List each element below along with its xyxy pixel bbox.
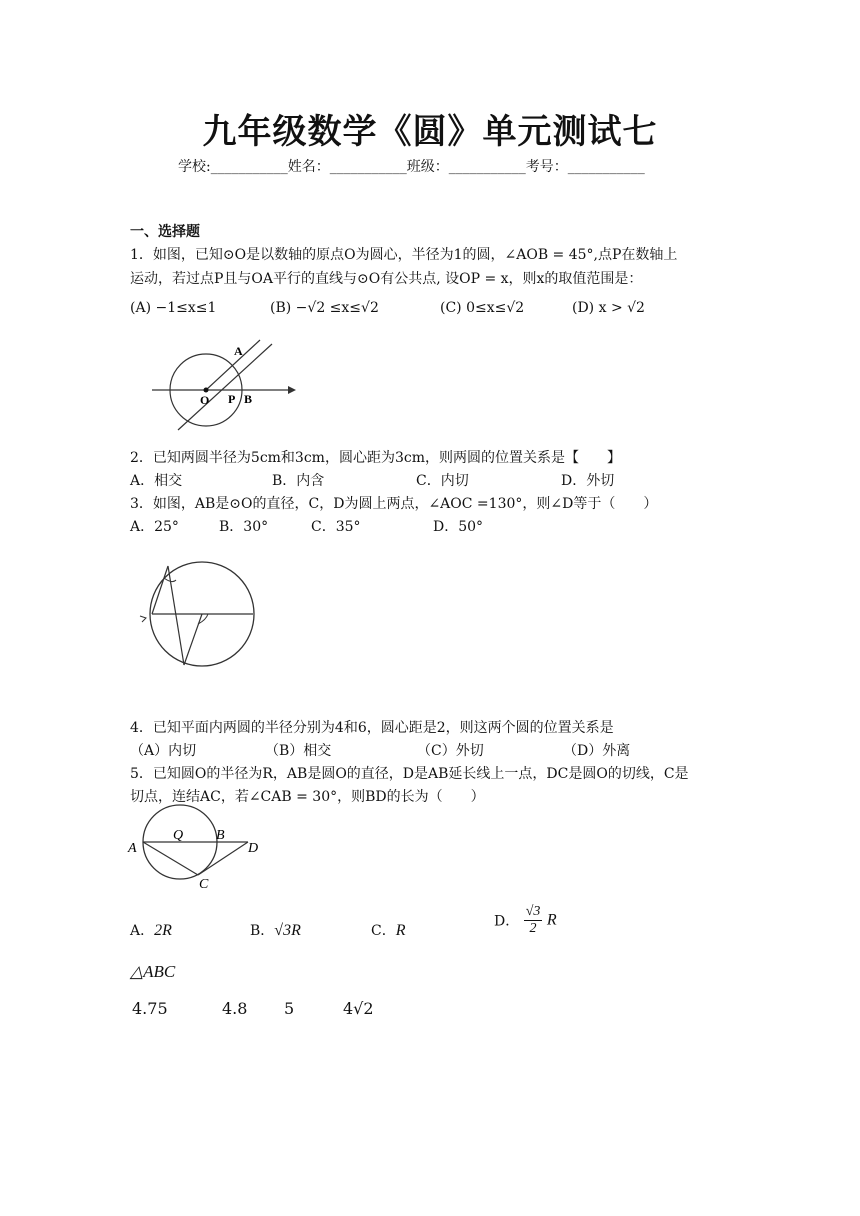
stray-triangle: △ABC: [130, 962, 176, 981]
q1-label-a: A: [234, 344, 243, 358]
q5-label-a: A: [128, 841, 137, 856]
q5-option-d-letter: D．: [494, 913, 520, 930]
stray-value-4: 4√2: [343, 999, 374, 1018]
q5-label-q: Q: [173, 828, 184, 843]
q2-option-a: A．相交: [130, 473, 183, 489]
q1-option-c: (C) 0≤x≤√2: [440, 300, 525, 316]
q5-option-d-numerator: √3: [525, 904, 541, 919]
q5-option-d-r: R: [546, 911, 557, 929]
q1-label-b: B: [244, 392, 253, 406]
q4-option-b: （B）相交: [265, 743, 332, 759]
q1-stem-line1: 1．如图，已知⊙O是以数轴的原点O为圆心，半径为1的圆，∠AOB = 45°,点P在数轴上: [130, 247, 678, 263]
stray-value-3: 5: [284, 999, 295, 1018]
q1-label-o: O: [200, 393, 210, 407]
q4-option-a: （A）内切: [130, 743, 197, 759]
q5-stem-line1: 5．已知圆O的半径为R，AB是圆O的直径，D是AB延长线上一点，DC是圆O的切线，C是: [130, 766, 689, 782]
q5-option-a: [130, 920, 172, 940]
stray-value-1: 4.75: [132, 999, 168, 1018]
q2-option-c: C．内切: [416, 473, 469, 489]
q4-option-c: （C）外切: [417, 743, 484, 759]
q5-label-c: C: [199, 877, 209, 892]
q5-option-a-letter: A．: [130, 923, 155, 939]
q3-option-c: C．35°: [311, 519, 361, 535]
q5-option-d-fraction: [524, 904, 543, 937]
q1-option-d: (D) x > √2: [572, 300, 645, 316]
q2-option-d: D．外切: [561, 473, 615, 489]
q1-stem-line2: 运动，若过点P且与OA平行的直线与⊙O有公共点, 设OP = x，则x的取值范围是：: [130, 271, 643, 287]
q2-option-b: B．内含: [272, 473, 325, 489]
student-info-line: 学校:___________姓名：___________班级：___________考号：___________: [178, 159, 645, 175]
q5-option-c: [371, 920, 406, 940]
q5-label-b: B: [216, 828, 225, 843]
q5-option-b-letter: B．: [250, 923, 275, 939]
q4-stem: 4．已知平面内两圆的半径分别为4和6，圆心距是2，则这两个圆的位置关系是: [130, 720, 614, 736]
page-title: 九年级数学《圆》单元测试七: [202, 112, 658, 152]
q3-stem: 3．如图，AB是⊙O的直径，C，D为圆上两点，∠AOC =130°，则∠D等于（ ）: [130, 496, 658, 512]
q5-option-c-value: R: [395, 922, 406, 939]
q3-faint-mark: [140, 616, 146, 622]
q1-option-a: (A) −1≤x≤1: [130, 300, 217, 316]
q3-chord-da: [152, 566, 168, 614]
q5-option-d: [494, 904, 557, 937]
q5-option-c-letter: C．: [371, 923, 396, 939]
q1-center-point: [204, 388, 209, 393]
q3-option-d: D．50°: [433, 519, 484, 535]
q5-option-b: [250, 920, 301, 940]
q1-figure: [148, 336, 298, 436]
q3-option-b: B．30°: [219, 519, 269, 535]
q3-figure: [136, 558, 262, 680]
q3-option-a: A．25°: [130, 519, 179, 535]
q3-chord-dc: [168, 566, 184, 665]
q3-radius-oc: [184, 614, 202, 665]
q5-option-b-value: √3R: [274, 922, 301, 939]
q1-line-oa: [206, 340, 260, 390]
q1-axis-arrow: [288, 386, 296, 394]
q5-label-d: D: [248, 841, 259, 856]
q5-tangent-dc: [198, 842, 248, 875]
stray-value-2: 4.8: [222, 999, 248, 1018]
q5-option-a-value: 2R: [154, 922, 172, 939]
q5-stem-line2: 切点，连结AC，若∠CAB = 30°，则BD的长为（ ）: [130, 789, 485, 805]
q5-figure: [126, 802, 276, 894]
q1-label-p: P: [228, 392, 236, 406]
section-heading: 一、选择题: [130, 224, 200, 240]
q5-chord-ac: [143, 842, 198, 875]
q1-option-b: (B) −√2 ≤x≤√2: [270, 300, 379, 316]
q4-option-d: （D）外离: [563, 743, 631, 759]
q5-option-d-denominator: 2: [529, 921, 537, 936]
q2-stem: 2．已知两圆半径为5cm和3cm，圆心距为3cm，则两圆的位置关系是【 】: [130, 450, 621, 466]
